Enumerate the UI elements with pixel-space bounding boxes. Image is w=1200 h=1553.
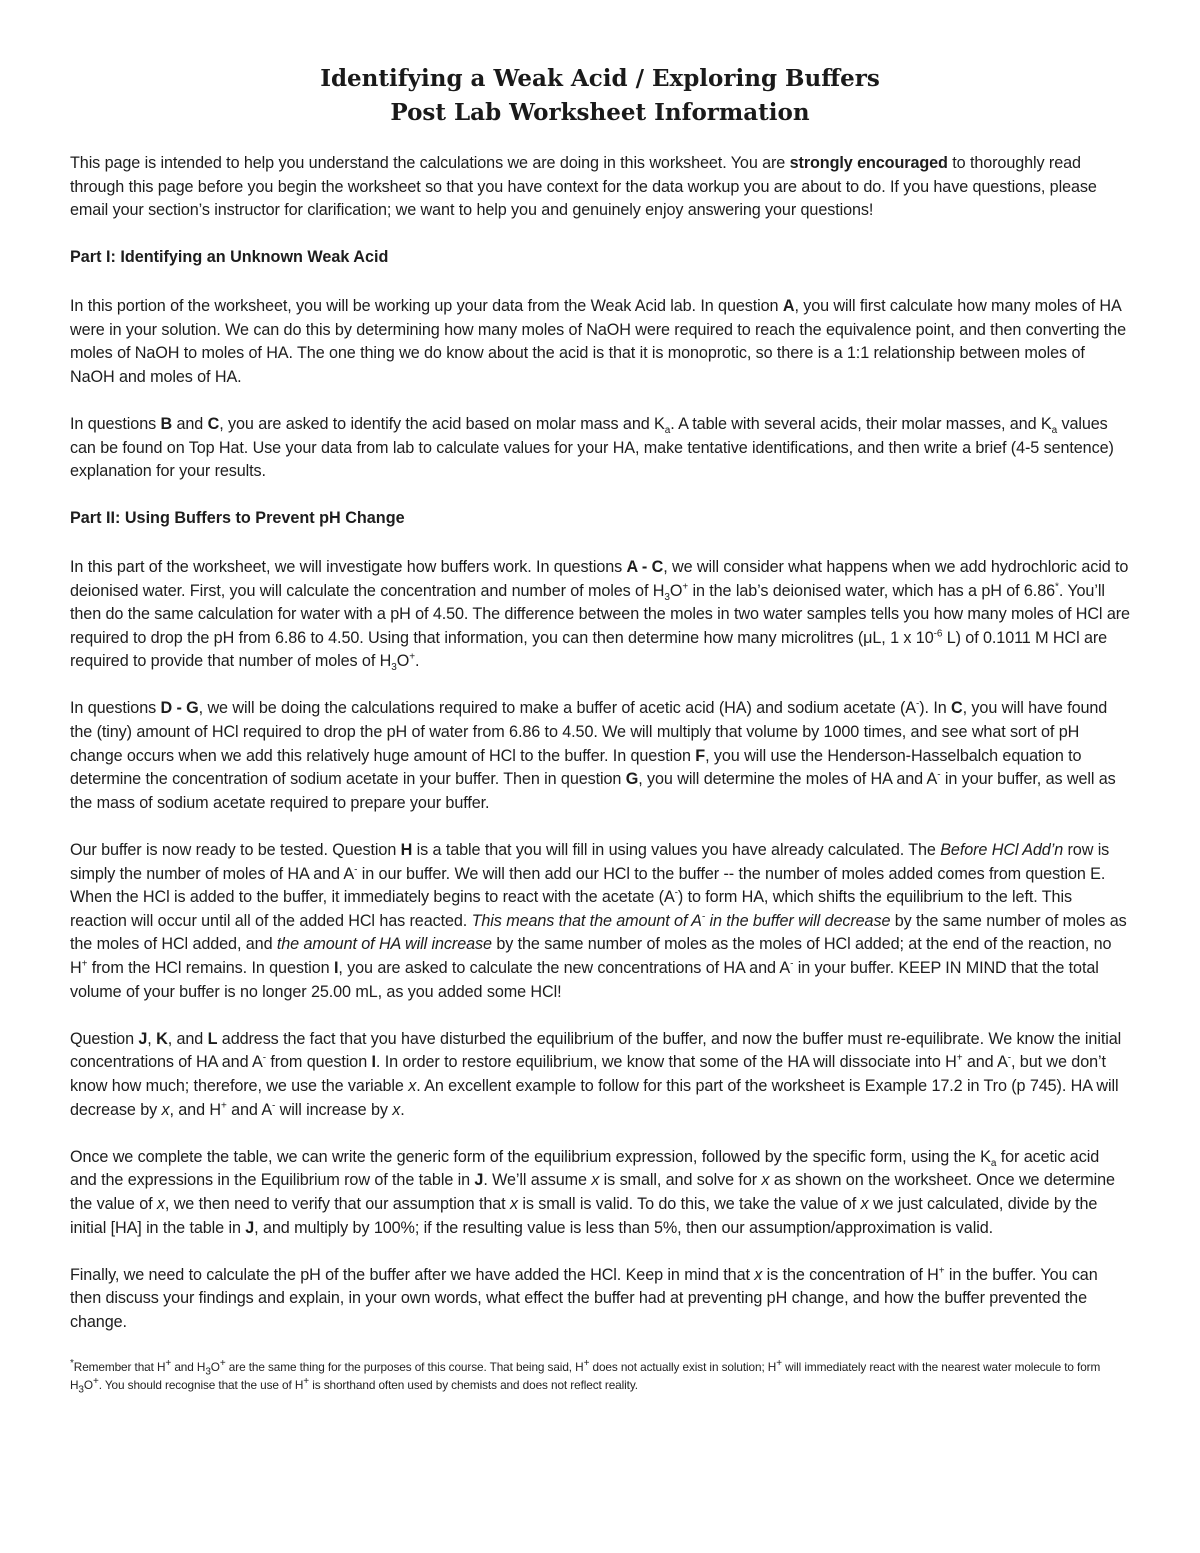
text: row is simply the number of moles of HA and A [70,841,1110,883]
text: , you will determine the moles of HA and A [638,770,938,789]
part1-paragraph-2 [70,413,1130,484]
subscript: 3 [664,591,670,603]
part2-heading: Part II: Using Buffers to Prevent pH Change [70,509,405,528]
text: and H [171,1360,206,1375]
text: . [414,652,420,671]
question-ref: D - G [160,699,199,718]
text: , we will consider what happens when we add hydrochloric acid to deionised water. First, you will calculate the concentration and number of moles of H [70,557,1129,600]
intro-paragraph [70,152,1130,223]
text: Question [70,1029,139,1048]
text: ) to form HA, which shifts the equilibrium to the left. This reaction will occur until all of the added HCl has reacted. [70,888,1072,930]
text: , you are asked to calculate the new concentrations of HA and A [338,959,791,977]
text: O [83,1378,93,1393]
footnote [70,1358,1130,1394]
variable-x: x [392,1100,401,1119]
text: values can be found on Top Hat. Use your data from lab to calculate values for your HA, make tentative identifications, and then write a brief (4-5 sentence) explanation for your results. [70,414,1114,481]
subscript: a [664,425,671,437]
variable-x: x [161,1100,170,1119]
superscript: -6 [933,628,943,640]
question-ref: G [625,770,639,789]
text: Our buffer is now ready to be tested. Question [70,841,401,860]
question-ref: C [951,699,963,718]
question-ref: A [782,296,795,315]
text: In this part of the worksheet, we will investigate how buffers work. In questions [70,557,627,576]
superscript: + [165,1358,172,1370]
superscript: + [409,651,415,663]
question-ref: J [245,1218,255,1237]
superscript: + [583,1358,590,1370]
text: in your buffer, as well as the mass of sodium acetate required to prepare your buffer. [70,770,1116,812]
question-ref: L [207,1029,218,1048]
variable-x: x [761,1171,770,1190]
question-ref: K [156,1029,168,1048]
text: . You should recognise that the use of H [98,1378,304,1393]
text: as shown on the worksheet. Once we determine the value of [70,1171,1115,1213]
part2-paragraph-6 [70,1264,1130,1335]
text: we just calculated, divide by the initial [HA] in the table in [70,1194,1098,1237]
variable-x: x [408,1076,417,1095]
superscript: + [220,1100,227,1112]
subscript: a [990,1157,997,1169]
text: in your buffer. KEEP IN MIND that the total volume of your buffer is no longer 25.00 mL, as you added some HCl! [70,959,1099,1001]
question-ref: C [207,414,220,433]
text: from question [265,1053,372,1072]
text: . [400,1100,405,1119]
superscript: + [303,1376,310,1388]
question-ref: J [138,1029,148,1048]
part2-paragraph-1 [70,556,1130,674]
text: Remember that H [73,1360,166,1375]
text: , and [167,1029,208,1048]
subscript: 3 [78,1384,84,1396]
intro-text-2: to thoroughly read through this page before you begin the worksheet so that you have context for the data workup you are about to do. If you have questions, please email your section’s instructor for clarification; we want to help you and genuinely enjoy answering your questions! [70,154,1097,220]
text: O [669,581,683,600]
text: O [396,652,410,671]
superscript: + [219,1358,226,1370]
question-ref: J [474,1171,484,1190]
part2-paragraph-4 [70,1028,1130,1122]
part2-paragraph-3 [70,839,1130,1004]
italic-text: the amount of HA will increase [276,935,492,954]
text: Once we complete the table, we can write the generic form of the equilibrium expression, followed by the specific form, using the K [70,1147,991,1166]
text: , and H [169,1100,221,1119]
question-ref: I [371,1053,376,1072]
subscript: 3 [205,1366,211,1378]
superscript: - [916,699,920,711]
text: by the same number of moles as the moles of HCl added, and [70,911,1127,954]
question-ref: F [695,746,706,765]
text: . A table with several acids, their molar masses, and K [670,414,1052,433]
text: by the same number of moles as the moles of HCl added; at the end of the reaction, no H [70,935,1112,977]
text: does not actually exist in solution; H [589,1360,777,1375]
intro-emphasis: strongly encouraged [789,154,948,172]
superscript: - [674,887,678,899]
superscript: - [790,958,794,970]
text: Finally, we need to calculate the pH of the buffer after we have added the HCl. Keep in mind that [70,1265,755,1284]
text: , [147,1029,157,1048]
italic-text: Before HCl Add’n [940,841,1064,860]
text: from the HCl remains. In question [87,959,334,977]
text: for acetic acid and the expressions in the Equilibrium row of the table in [70,1147,1100,1190]
text: and A [226,1100,273,1119]
variable-x: x [509,1194,518,1213]
text: L) of 0.1011 M HCl are required to provide that number of moles of H [70,628,1108,671]
superscript: + [938,1265,945,1277]
superscript: - [272,1100,276,1112]
superscript: + [81,958,88,970]
page-title [70,62,1130,130]
part1-heading: Part I: Identifying an Unknown Weak Acid [70,248,389,267]
superscript: - [1007,1052,1012,1064]
text: in our buffer. We will then add our HCl to the buffer -- the number of moles added comes from question E. When the HCl is added to the buffer, it immediately begins to react with the acetate (A [70,864,1106,907]
text: . You’ll then do the same calculation for water with a pH of 4.50. The difference between the moles in two water samples tells you how many moles of HCl are required to drop the pH from 6.86 to 4.50. Using that information, you can then determine how many microlitres (μL, 1 x 10 [70,581,1130,647]
text: is the concentration of H [762,1265,939,1284]
text: , we will be doing the calculations required to make a buffer of acetic acid (HA) and sodium acetate (A [198,699,916,718]
variable-x: x [156,1194,165,1213]
intro-text: This page is intended to help you understand the calculations we are doing in this worksheet. You are [70,154,790,172]
text: is small, and solve for [599,1171,762,1190]
part1-paragraph-1 [70,295,1130,389]
italic-text: in the buffer will decrease [705,911,891,930]
worksheet-page [70,62,1130,1394]
text: , you are asked to identify the acid based on molar mass and K [219,414,665,433]
text: ). In [919,699,952,718]
part2-paragraph-5 [70,1146,1130,1240]
italic-text: This means that the amount of A [471,911,702,930]
text: is a table that you will fill in using values you have already calculated. The [412,841,941,860]
question-ref: H [400,841,413,860]
text: , you will have found the (tiny) amount of HCl required to drop the pH of water from 6.86 to 4.50. We will multiply that volume by 1000 times, and see what sort of pH change occurs when we add this relatively huge amount of HCl to the buffer. In question [70,699,1108,765]
subscript: a [1051,425,1058,437]
title-line-2: Post Lab Worksheet Information [390,99,810,126]
text: O [210,1360,220,1375]
text: . In order to restore equilibrium, we know that some of the HA will dissociate into H [375,1053,957,1072]
title-line-1: Identifying a Weak Acid / Exploring Buffers [320,65,880,92]
superscript: - [701,911,706,923]
text: , you will first calculate how many moles of HA were in your solution. We can do this by determining how many moles of NaOH were required to reach the equivalence point, and then converting the moles of NaOH to moles of HA. The one thing we do know about the acid is that it is monoprotic, so there is a 1:1 relationship between moles of NaOH and moles of HA. [70,296,1126,386]
text: , but we don’t know how much; therefore, we use the variable [70,1053,1106,1095]
question-ref: A - C [626,557,664,576]
subscript: 3 [391,662,397,674]
text: will increase by [275,1100,393,1119]
superscript: + [682,581,689,593]
text: is small is valid. To do this, we take the value of [517,1194,861,1213]
question-ref: B [160,414,173,433]
text: In questions [70,414,161,433]
superscript: + [776,1358,782,1370]
text: . An excellent example to follow for this part of the worksheet is Example 17.2 in Tro (p 745). HA will decrease by [70,1076,1119,1119]
variable-x: x [591,1171,600,1190]
superscript: - [262,1052,266,1064]
footnote-marker: * [1055,581,1059,593]
text: is shorthand often used by chemists and does not reflect reality. [309,1378,638,1393]
text: , you will use the Henderson-Hasselbalch equation to determine the concentration of sodium acetate in your buffer. Then in question [70,746,1082,789]
footnote-marker: * [70,1358,74,1370]
superscript: + [92,1376,99,1388]
text: , we then need to verify that our assumption that [164,1194,510,1213]
superscript: + [956,1052,963,1064]
text: in the lab’s deionised water, which has a pH of 6.86 [688,581,1056,600]
text: in the buffer. You can then discuss your findings and explain, in your own words, what effect the buffer had at preventing pH change, and how the buffer prevented the change. [70,1265,1098,1331]
text: , and multiply by 100%; if the resulting value is less than 5%, then our assumption/approximation is valid. [254,1218,993,1237]
text: are the same thing for the purposes of this course. That being said, H [225,1360,584,1375]
text: address the fact that you have disturbed the equilibrium of the buffer, and now the buffer must re-equilibrate. We know the initial concentrations of HA and A [70,1029,1122,1072]
text: . We’ll assume [483,1171,592,1190]
text: will immediately react with the nearest water molecule to form H [70,1360,1101,1393]
variable-x: x [860,1194,869,1213]
text: In questions [70,699,161,718]
text: In this portion of the worksheet, you will be working up your data from the Weak Acid lab. In question [70,296,783,315]
superscript: - [937,769,941,781]
part2-paragraph-2 [70,697,1130,815]
text: and [172,414,208,433]
question-ref: I [333,959,339,977]
text: and A [962,1053,1008,1072]
superscript: - [354,864,358,876]
variable-x: x [754,1265,763,1284]
